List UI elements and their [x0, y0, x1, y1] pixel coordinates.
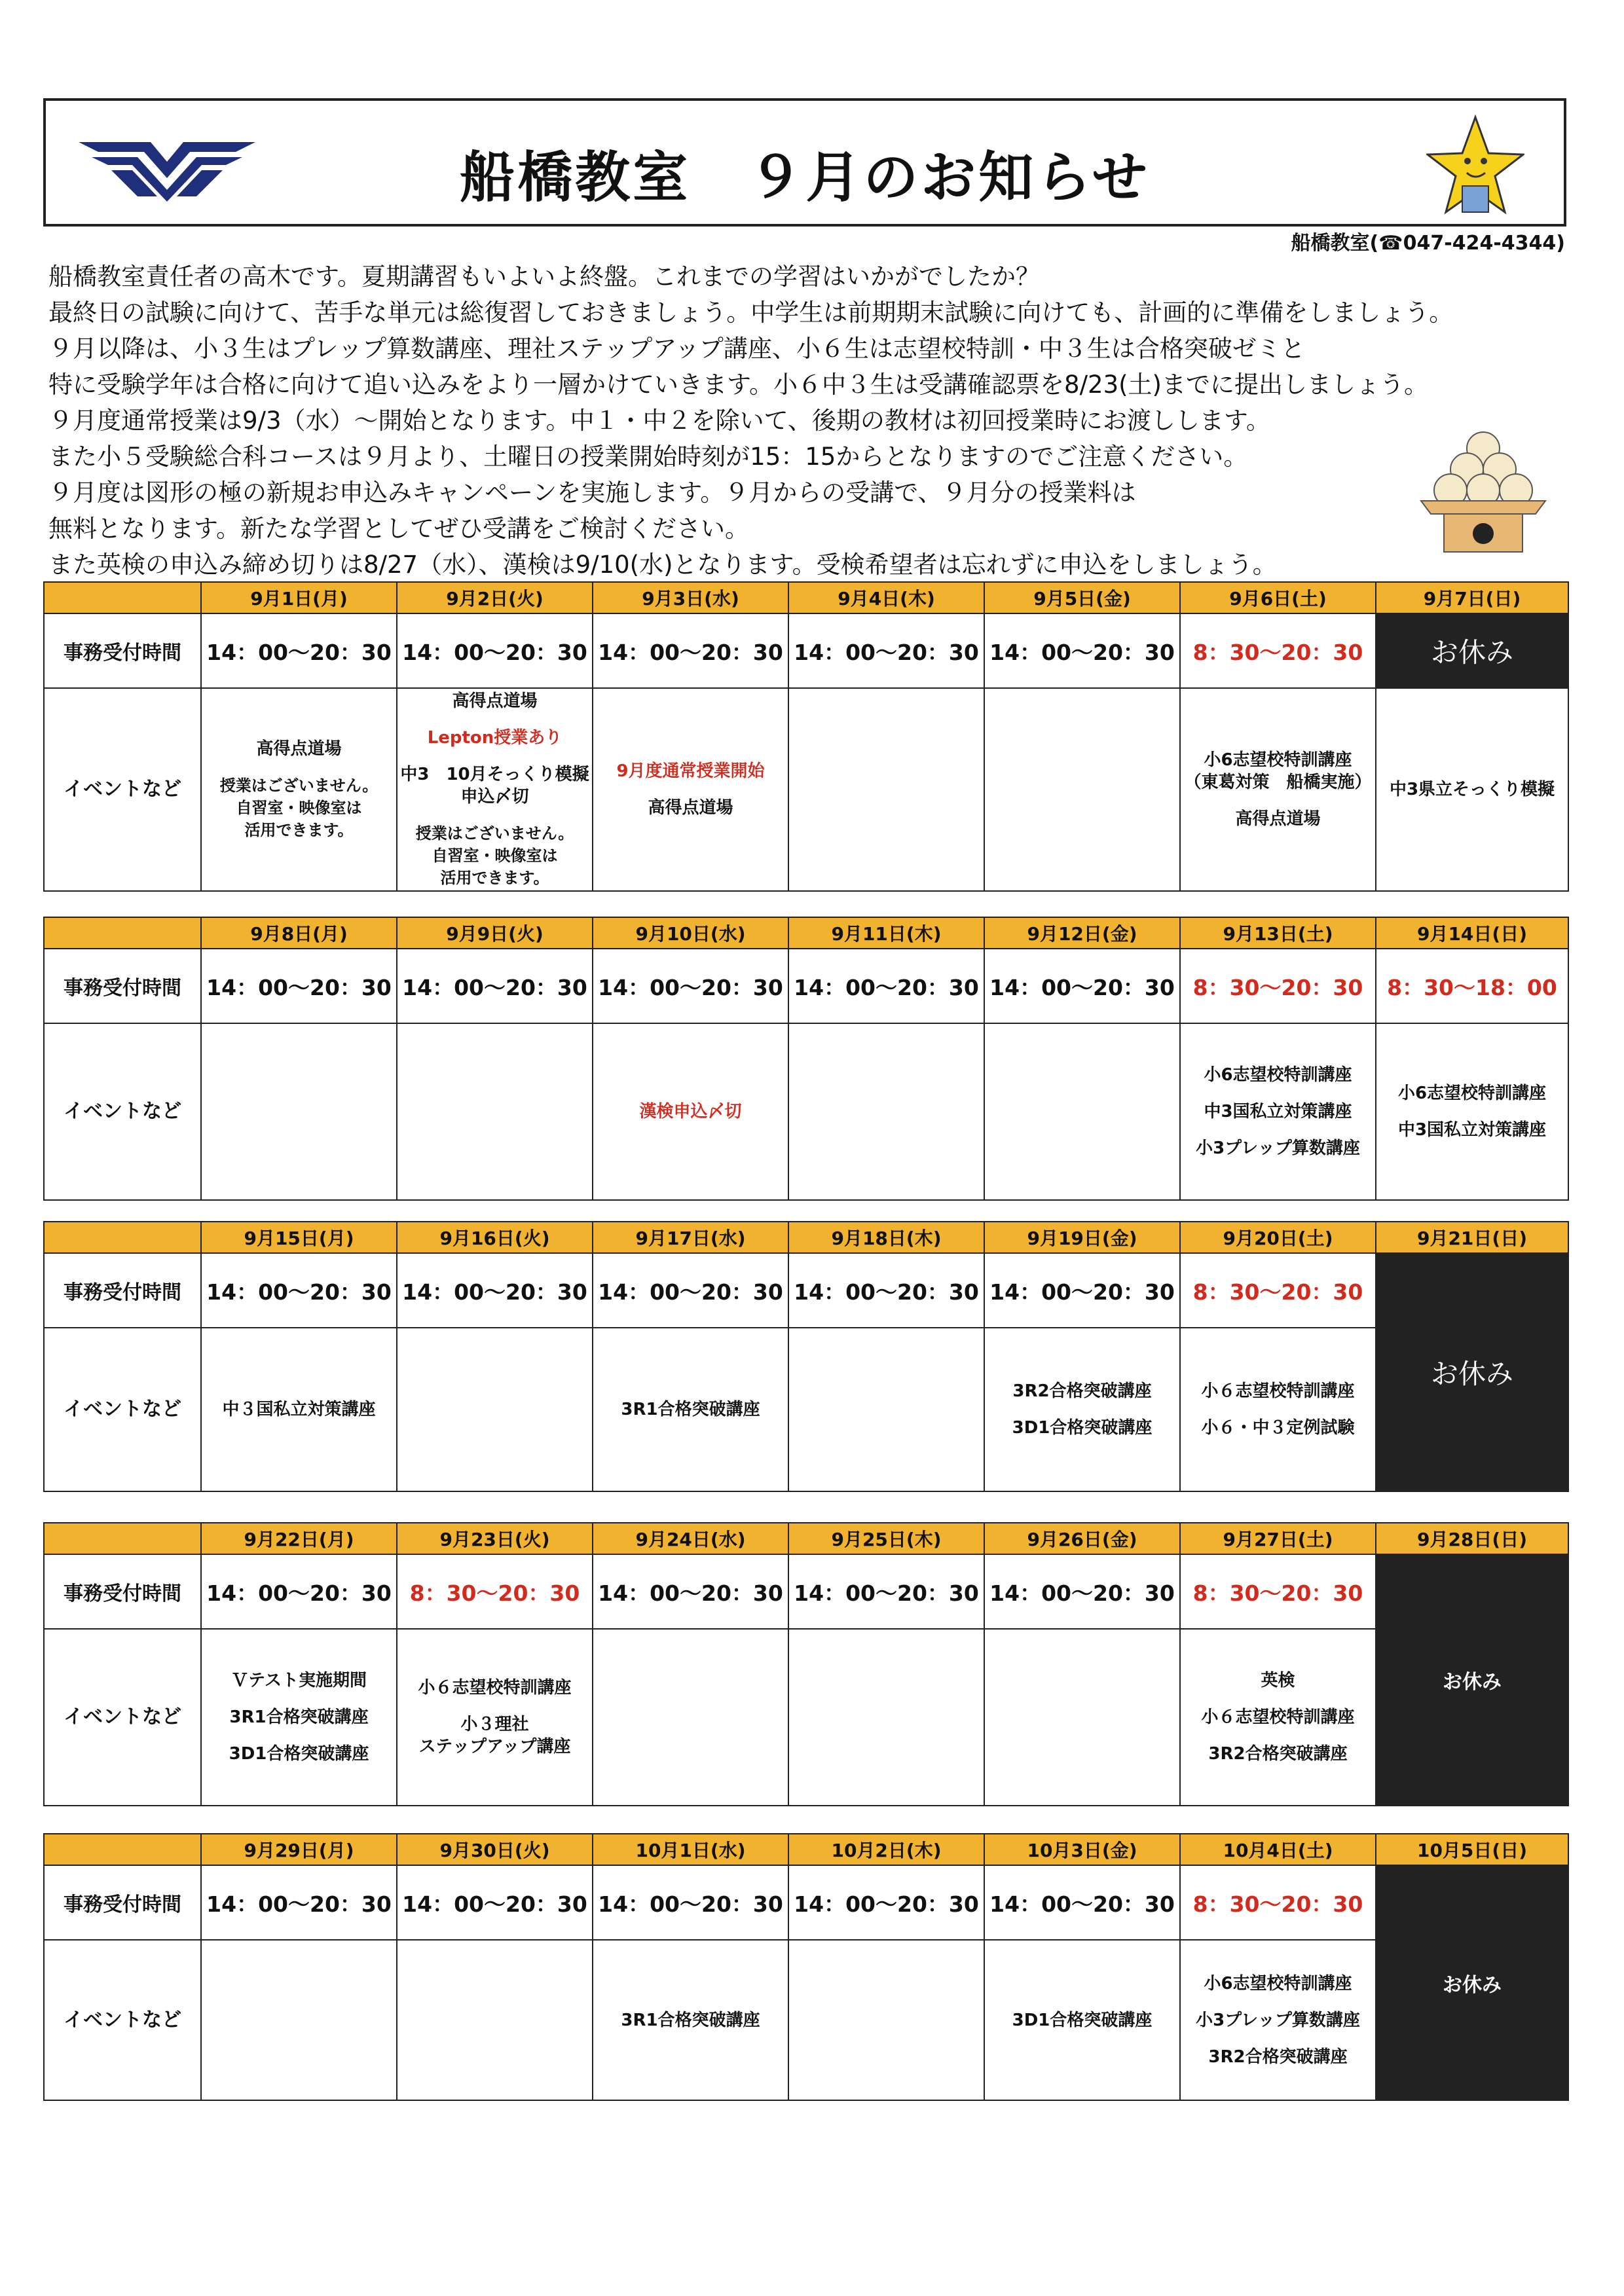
date-corner: [44, 1523, 201, 1554]
event-item: 中3国私立対策講座: [1204, 1102, 1352, 1121]
office-hours-cell: 8：30～20：30: [1180, 613, 1376, 688]
office-hours-cell: 14：00～20：30: [788, 1865, 984, 1940]
event-item: 英検: [1261, 1671, 1295, 1690]
date-cell: 9月29日(月): [201, 1834, 397, 1865]
event-item: 小６志望校特訓講座: [418, 1678, 572, 1698]
office-hours-label: 事務受付時間: [44, 949, 201, 1023]
events-label: イベントなど: [44, 1629, 201, 1806]
event-item: 3D1合格突破講座: [1012, 1418, 1153, 1438]
event-item: 9月度通常授業開始: [616, 761, 765, 781]
office-hours-row: [44, 949, 1568, 1023]
office-hours-row: [44, 613, 1568, 688]
office-hours-cell: 14：00～20：30: [201, 1554, 397, 1629]
closed-label: お休み: [1443, 1973, 1502, 1997]
event-item: 小６志望校特訓講座: [1201, 1381, 1355, 1401]
intro-line: 無料となります。新たな学習としてぜひ受講をご検討ください。: [48, 515, 750, 543]
date-cell: 9月17日(水): [593, 1222, 788, 1253]
events-cell: [984, 1023, 1180, 1200]
closed-cell: [1376, 1554, 1568, 1806]
office-hours-cell: 14：00～20：30: [593, 1554, 788, 1629]
office-hours-cell: 14：00～20：30: [397, 1865, 593, 1940]
date-cell: 9月5日(金): [984, 582, 1180, 613]
events-cell: [788, 1940, 984, 2100]
events-cell: [984, 1328, 1180, 1491]
office-hours-cell: 8：30～20：30: [397, 1554, 593, 1629]
office-hours-cell: 14：00～20：30: [397, 613, 593, 688]
date-corner: [44, 1222, 201, 1253]
office-hours-cell: 14：00～20：30: [593, 1865, 788, 1940]
office-hours-cell: 14：00～20：30: [788, 1253, 984, 1328]
office-hours-cell: 8：30～20：30: [1180, 949, 1376, 1023]
date-corner: [44, 582, 201, 613]
date-cell: 9月24日(水): [593, 1523, 788, 1554]
office-hours-cell: 14：00～20：30: [788, 613, 984, 688]
office-hours-cell: 14：00～20：30: [593, 949, 788, 1023]
intro-line: 船橋教室責任者の高木です。夏期講習もいよいよ終盤。これまでの学習はいかがでしたか？: [48, 263, 1041, 291]
event-item: 3D1合格突破講座: [1012, 2010, 1153, 2030]
date-cell: 9月1日(月): [201, 582, 397, 613]
events-cell: [1180, 1328, 1376, 1491]
events-label: イベントなど: [44, 1328, 201, 1491]
week-table: [43, 581, 1569, 892]
office-hours-row: [44, 1554, 1568, 1629]
date-corner: [44, 917, 201, 949]
events-row: [44, 688, 1568, 891]
events-cell: [1376, 688, 1568, 891]
event-item: 3D1合格突破講座: [229, 1744, 369, 1764]
office-hours-cell: 14：00～20：30: [201, 1865, 397, 1940]
date-row: [44, 1222, 1568, 1253]
date-cell: 9月30日(火): [397, 1834, 593, 1865]
office-hours-label: 事務受付時間: [44, 613, 201, 688]
office-hours-cell: 14：00～20：30: [397, 1253, 593, 1328]
closed-label: お休み: [1430, 636, 1513, 668]
events-row: [44, 1328, 1568, 1491]
date-cell: 9月11日(木): [788, 917, 984, 949]
event-item: 小３理社 ステップアップ講座: [418, 1715, 571, 1757]
office-hours-cell: 14：00～20：30: [201, 1253, 397, 1328]
events-cell: [201, 688, 397, 891]
date-cell: 9月4日(木): [788, 582, 984, 613]
date-cell: 9月10日(水): [593, 917, 788, 949]
event-item: 高得点道場: [1235, 809, 1321, 829]
date-cell: 9月22日(月): [201, 1523, 397, 1554]
events-row: [44, 1023, 1568, 1200]
events-cell: [1180, 1629, 1376, 1806]
events-cell: [593, 1629, 788, 1806]
week-table: [43, 1522, 1569, 1806]
event-item: 3R2合格突破講座: [1208, 2047, 1348, 2067]
date-cell: 9月25日(木): [788, 1523, 984, 1554]
intro-line: ９月以降は、小３生はプレップ算数講座、理社ステップアップ講座、小６生は志望校特訓・中３生は合格突破ゼミと: [48, 335, 1305, 363]
closed-label: お休み: [1443, 1671, 1502, 1694]
events-cell: [1376, 1023, 1568, 1200]
events-cell: [788, 1023, 984, 1200]
intro-line: 特に受験学年は合格に向けて追い込みをより一層かけていきます。小６中３生は受講確認票を8/23(土)までに提出しましょう。: [48, 371, 1428, 399]
date-cell: 9月28日(日): [1376, 1523, 1568, 1554]
office-hours-label: 事務受付時間: [44, 1865, 201, 1940]
events-cell: [984, 688, 1180, 891]
date-cell: 9月14日(日): [1376, 917, 1568, 949]
events-cell: [201, 1328, 397, 1491]
date-cell: 9月3日(水): [593, 582, 788, 613]
intro-line: ９月度は図形の極の新規お申込みキャンペーンを実施します。９月からの受講で、９月分の授業料は: [48, 479, 1136, 507]
event-item: Lepton授業あり: [427, 728, 563, 748]
closed-cell: [1376, 1253, 1568, 1491]
contact-phone: 船橋教室(☎047-424-4344): [1291, 232, 1565, 255]
event-item: 中3県立そっくり模擬: [1389, 780, 1555, 799]
event-item: 高得点道場: [648, 798, 733, 818]
events-cell: [788, 1328, 984, 1491]
date-cell: 9月8日(月): [201, 917, 397, 949]
events-cell: [397, 1629, 593, 1806]
event-item: 小6志望校特訓講座: [1204, 1973, 1352, 1994]
intro-line: ９月度通常授業は9/3（水）～開始となります。中１・中２を除いて、後期の教材は初回授業時にお渡しします。: [48, 407, 1270, 435]
date-cell: 9月18日(木): [788, 1222, 984, 1253]
office-hours-cell: 14：00～20：30: [201, 949, 397, 1023]
events-cell: [1180, 1940, 1376, 2100]
week-table: [43, 1833, 1569, 2101]
event-item: Ｖテスト実施期間: [231, 1671, 367, 1690]
event-item: 3R2合格突破講座: [1012, 1381, 1152, 1401]
office-hours-cell: 8：30～20：30: [1180, 1253, 1376, 1328]
date-row: [44, 1523, 1568, 1554]
date-cell: 9月19日(金): [984, 1222, 1180, 1253]
date-cell: 10月3日(金): [984, 1834, 1180, 1865]
office-hours-row: [44, 1253, 1568, 1328]
event-item: 中3 10月そっくり模擬 申込〆切: [400, 765, 589, 807]
office-hours-cell: 14：00～20：30: [984, 1865, 1180, 1940]
event-item: 3R1合格突破講座: [621, 1400, 760, 1419]
page-title: 船橋教室 ９月のお知らせ: [460, 145, 1150, 210]
event-item: 漢検申込〆切: [639, 1102, 742, 1121]
event-item: 高得点道場: [256, 739, 342, 759]
office-hours-cell: 14：00～20：30: [397, 949, 593, 1023]
events-cell: [593, 1023, 788, 1200]
date-cell: 9月2日(火): [397, 582, 593, 613]
header-box: [43, 98, 1566, 227]
date-cell: 9月23日(火): [397, 1523, 593, 1554]
date-cell: 9月20日(土): [1180, 1222, 1376, 1253]
office-hours-cell: 14：00～20：30: [593, 613, 788, 688]
date-cell: 9月6日(土): [1180, 582, 1376, 613]
event-item: 小3プレップ算数講座: [1196, 2010, 1360, 2030]
event-item: 小6志望校特訓講座: [1204, 1065, 1352, 1085]
tsukimi-dango-icon: [1414, 422, 1552, 553]
office-hours-cell: 8：30～20：30: [1180, 1554, 1376, 1629]
events-row: [44, 1940, 1568, 2100]
star-mascot-icon: [1426, 114, 1524, 222]
events-label: イベントなど: [44, 688, 201, 891]
events-cell: [593, 688, 788, 891]
date-cell: 9月12日(金): [984, 917, 1180, 949]
event-item: 小6志望校特訓講座: [1397, 1084, 1547, 1103]
date-cell: 10月4日(土): [1180, 1834, 1376, 1865]
office-hours-cell: 14：00～20：30: [788, 1554, 984, 1629]
office-hours-row: [44, 1865, 1568, 1940]
week-table: [43, 1221, 1569, 1492]
office-hours-cell: 14：00～20：30: [788, 949, 984, 1023]
events-cell: [984, 1940, 1180, 2100]
office-hours-cell: 14：00～20：30: [984, 1253, 1180, 1328]
office-hours-cell: 14：00～20：30: [984, 613, 1180, 688]
event-item: 3R2合格突破講座: [1208, 1744, 1348, 1764]
intro-line: また小５受験総合科コースは９月より、土曜日の授業開始時刻が15：15からとなりますのでご注意ください。: [48, 443, 1248, 471]
event-item: 小６志望校特訓講座: [1201, 1707, 1355, 1727]
event-item: 小3プレップ算数講座: [1196, 1139, 1360, 1158]
date-cell: 9月26日(金): [984, 1523, 1180, 1554]
event-item: 中3国私立対策講座: [1397, 1120, 1547, 1140]
events-cell: [201, 1023, 397, 1200]
events-cell: [1180, 1023, 1376, 1200]
date-cell: 10月1日(水): [593, 1834, 788, 1865]
office-hours-cell: 14：00～20：30: [984, 949, 1180, 1023]
date-cell: 9月16日(火): [397, 1222, 593, 1253]
date-corner: [44, 1834, 201, 1865]
office-hours-cell: 14：00～20：30: [984, 1554, 1180, 1629]
date-row: [44, 582, 1568, 613]
office-hours-cell: 14：00～20：30: [593, 1253, 788, 1328]
events-cell: [788, 688, 984, 891]
date-cell: 10月2日(木): [788, 1834, 984, 1865]
closed-label: お休み: [1430, 1358, 1513, 1390]
event-item: 小6志望校特訓講座 （東葛対策 船橋実施）: [1184, 750, 1372, 792]
events-label: イベントなど: [44, 1940, 201, 2100]
date-cell: 9月13日(土): [1180, 917, 1376, 949]
events-cell: [593, 1328, 788, 1491]
event-item: 授業はございません。 自習室・映像室は 活用できます。: [219, 776, 378, 839]
intro-line: 最終日の試験に向けて、苦手な単元は総復習しておきましょう。中学生は前期期末試験に向けても、計画的に準備をしましょう。: [48, 299, 1454, 327]
closed-cell: [1376, 613, 1568, 688]
event-item: 3R1合格突破講座: [621, 2010, 760, 2030]
events-cell: [1180, 688, 1376, 891]
events-cell: [201, 1940, 397, 2100]
event-item: 3R1合格突破講座: [229, 1707, 369, 1727]
date-cell: 9月7日(日): [1376, 582, 1568, 613]
events-cell: [201, 1629, 397, 1806]
date-cell: 9月21日(日): [1376, 1222, 1568, 1253]
date-row: [44, 917, 1568, 949]
event-item: 授業はございません。 自習室・映像室は 活用できます。: [415, 824, 574, 887]
event-item: 高得点道場: [452, 691, 538, 711]
events-cell: [984, 1629, 1180, 1806]
events-label: イベントなど: [44, 1023, 201, 1200]
date-cell: 9月27日(土): [1180, 1523, 1376, 1554]
events-cell: [397, 688, 593, 891]
events-cell: [788, 1629, 984, 1806]
closed-cell: [1376, 1865, 1568, 2100]
week-table: [43, 917, 1569, 1201]
events-cell: [397, 1328, 593, 1491]
date-cell: 9月9日(火): [397, 917, 593, 949]
events-cell: [593, 1940, 788, 2100]
intro-text: [48, 259, 1555, 583]
events-cell: [397, 1023, 593, 1200]
date-row: [44, 1834, 1568, 1865]
event-item: 小６・中３定例試験: [1201, 1418, 1355, 1438]
office-hours-label: 事務受付時間: [44, 1554, 201, 1629]
events-row: [44, 1629, 1568, 1806]
event-item: 中３国私立対策講座: [222, 1400, 376, 1419]
office-hours-cell: 14：00～20：30: [201, 613, 397, 688]
events-cell: [397, 1940, 593, 2100]
intro-line: また英検の申込み締め切りは8/27（水）、漢検は9/10(水)となります。受検希望者は忘れずに申込をしましょう。: [48, 551, 1277, 579]
office-hours-cell: 8：30～18：00: [1376, 949, 1568, 1023]
date-cell: 9月15日(月): [201, 1222, 397, 1253]
office-hours-label: 事務受付時間: [44, 1253, 201, 1328]
date-cell: 10月5日(日): [1376, 1834, 1568, 1865]
office-hours-cell: 8：30～20：30: [1180, 1865, 1376, 1940]
